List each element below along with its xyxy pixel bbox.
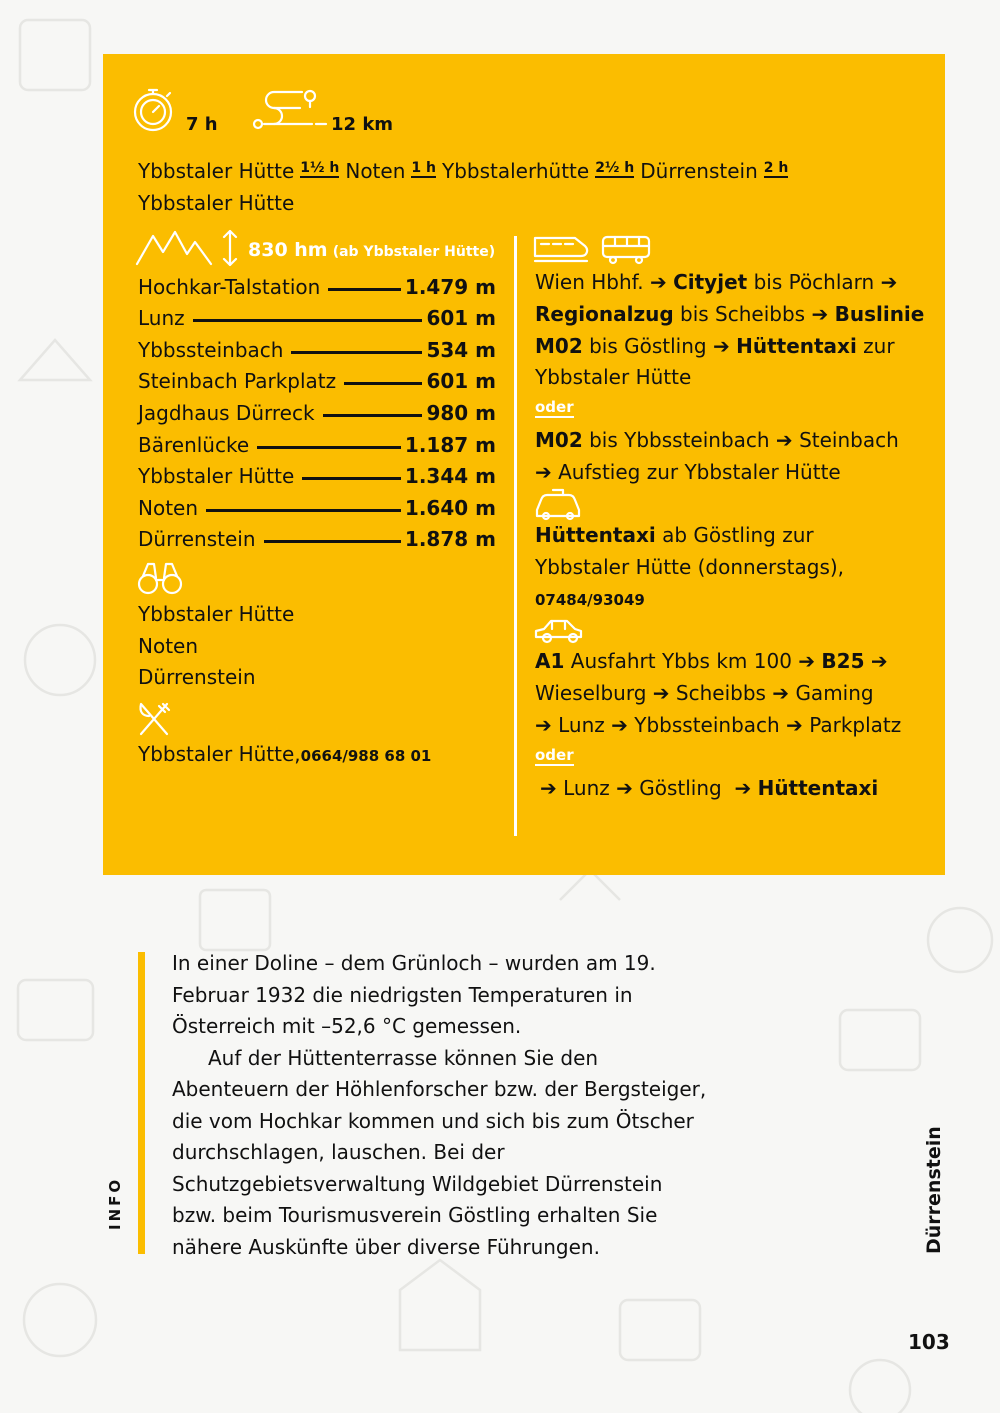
taxi-info — [535, 520, 925, 584]
train-icon — [533, 234, 591, 264]
info-paragraph: In einer Doline – dem Grünloch – wurden am 19. Februar 1932 die niedrigsten Temperaturen in Österreich mit –52,6 °C gemessen. — [172, 951, 656, 1038]
viewpoint-item: Noten — [138, 634, 199, 658]
transport-taxi: Hüttentaxi — [757, 776, 879, 800]
page-number: 103 — [908, 1330, 950, 1354]
altitude-list — [138, 267, 496, 551]
info-text — [172, 948, 712, 1263]
viewpoint-item: Dürrenstein — [138, 665, 256, 689]
public-transport-directions: Wien Hbhf. ➔ Cityjet bis Pöchlarn ➔ Regionalzug bis Scheibbs ➔ Buslinie M02 bis Göstling ➔ Hüttentaxi zur Ybbstaler Hütte — [535, 270, 925, 390]
transport-text: ab Göstling zur — [662, 523, 814, 547]
town: Ybbssteinbach — [634, 712, 780, 737]
route-segment-time: 1½ h — [300, 160, 340, 176]
road-number: B25 — [821, 649, 865, 673]
car-directions: A1 Ausfahrt Ybbs km 100 ➔ B25 ➔ Wieselburg ➔ Scheibbs ➔ Gaming ➔ Lunz ➔ Ybbssteinbach ➔ Parkplatz — [535, 649, 902, 737]
altitude-value: 1.479 m — [404, 274, 496, 299]
transport-bus-number: M02 — [535, 428, 583, 452]
transport-destination: Ybbstaler Hütte — [535, 365, 692, 390]
transport-text: Ausfahrt Ybbs km 100 — [570, 649, 792, 673]
distance: 12 km — [331, 114, 394, 135]
altitude-place: Lunz — [138, 306, 185, 331]
transport-train: Cityjet — [673, 270, 748, 294]
mountains-icon — [135, 230, 215, 266]
transport-text: bis Ybbssteinbach — [589, 428, 770, 452]
transport-text: bis Pöchlarn — [753, 270, 875, 294]
transport-train: Regionalzug — [535, 301, 674, 326]
altitude-row — [138, 488, 496, 520]
car-alternative-directions: ➔ Lunz ➔ Göstling ➔ Hüttentaxi — [540, 776, 879, 800]
stopwatch-icon — [131, 84, 177, 134]
altitude-value: 1.640 m — [404, 495, 496, 520]
town: Lunz — [563, 776, 610, 800]
altitude-row — [138, 330, 496, 362]
transport-bus: Buslinie — [834, 301, 925, 326]
transport-text: bis Scheibbs — [680, 301, 806, 326]
road-number: A1 — [535, 649, 565, 673]
route-stop: Ybbstalerhütte — [441, 159, 590, 183]
info-accent-bar — [138, 952, 145, 1254]
altitude-place: Bärenlücke — [138, 432, 250, 457]
info-label: INFO — [106, 1176, 124, 1230]
altitude-value: 601 m — [426, 369, 496, 394]
alternative-transport-directions: M02 bis Ybbssteinbach ➔ Steinbach ➔ Aufstieg zur Ybbstaler Hütte — [535, 428, 899, 484]
food-info — [138, 742, 431, 766]
duration: 7 h — [186, 114, 218, 135]
altitude-place: Jagdhaus Dürreck — [138, 400, 315, 425]
taxi-name: Hüttentaxi — [535, 523, 656, 547]
altitude-place: Dürrenstein — [138, 527, 256, 552]
elevation-gain-note: (ab Ybbstaler Hütte) — [332, 244, 496, 260]
transport-text: Ybbstaler Hütte (donnerstags), — [535, 554, 845, 579]
info-paragraph: Auf der Hüttenterrasse können Sie den Abenteuern der Höhlenforscher bzw. der Bergsteiger, die vom Hochkar kommen und sich bis zum Ötscher durchschlagen, lauschen. Bei der Schutzgebietsverwaltung Wildgebiet Dürrenstein bzw. beim Tourismusverein Göstling erhalten Sie nähere Auskünfte über diverse Führungen. — [172, 1045, 707, 1259]
route-segment-time: 1 h — [411, 160, 436, 176]
town: Scheibbs — [675, 680, 766, 705]
town: Parkplatz — [809, 712, 902, 737]
route-stop: Dürrenstein — [640, 159, 758, 183]
bus-icon — [601, 234, 653, 266]
route-stop: Noten — [345, 159, 406, 183]
altitude-value: 1.344 m — [404, 464, 496, 489]
altitude-row — [138, 393, 496, 425]
transport-text: Steinbach — [799, 428, 899, 452]
altitude-place: Hochkar-Talstation — [138, 274, 321, 299]
food-phone: 0664/988 68 01 — [300, 747, 432, 765]
column-divider — [514, 236, 517, 836]
town: Göstling — [639, 776, 722, 800]
taxi-phone: 07484/93049 — [535, 591, 645, 609]
route-stop: Ybbstaler Hütte — [138, 159, 295, 183]
route-stop: Ybbstaler Hütte — [138, 191, 295, 215]
fork-knife-icon — [137, 700, 173, 740]
elevation-gain — [248, 239, 495, 261]
elevation-gain-value: 830 hm — [248, 239, 328, 261]
transport-bus-number: M02 — [535, 333, 583, 358]
town: Lunz — [558, 712, 605, 737]
altitude-value: 980 m — [426, 400, 496, 425]
altitude-value: 1.187 m — [404, 432, 496, 457]
route-segment-time: 2 h — [763, 160, 789, 176]
oder-separator: oder — [535, 398, 574, 416]
altitude-row — [138, 520, 496, 552]
elevation-arrow-icon — [220, 228, 240, 268]
car-icon — [533, 617, 585, 645]
route-segment-time: 2½ h — [595, 160, 635, 176]
route-description — [138, 155, 838, 219]
route-distance-icon — [250, 86, 330, 134]
food-name: Ybbstaler Hütte, — [138, 742, 301, 766]
transport-text: zur — [863, 333, 895, 358]
altitude-row — [138, 362, 496, 394]
altitude-value: 601 m — [426, 306, 496, 331]
transport-taxi: Hüttentaxi — [736, 333, 857, 358]
town: Gaming — [795, 680, 874, 705]
altitude-place: Ybbstaler Hütte — [138, 464, 295, 489]
altitude-place: Steinbach Parkplatz — [138, 369, 337, 394]
altitude-value: 1.878 m — [404, 527, 496, 552]
altitude-row — [138, 267, 496, 299]
town: Wieselburg — [535, 680, 647, 705]
altitude-place: Noten — [138, 495, 199, 520]
altitude-row — [138, 425, 496, 457]
transport-text: bis Göstling — [589, 333, 707, 358]
transport-start: Wien Hbhf. — [535, 270, 644, 294]
viewpoint-item: Ybbstaler Hütte — [138, 602, 295, 626]
oder-separator: oder — [535, 746, 574, 764]
altitude-row — [138, 457, 496, 489]
transport-text: Aufstieg zur Ybbstaler Hütte — [558, 459, 841, 484]
altitude-row — [138, 299, 496, 331]
binoculars-icon — [137, 560, 183, 596]
altitude-place: Ybbssteinbach — [138, 337, 284, 362]
page-title: Dürrenstein — [923, 1126, 945, 1254]
taxi-icon — [533, 488, 583, 522]
altitude-value: 534 m — [426, 337, 496, 362]
